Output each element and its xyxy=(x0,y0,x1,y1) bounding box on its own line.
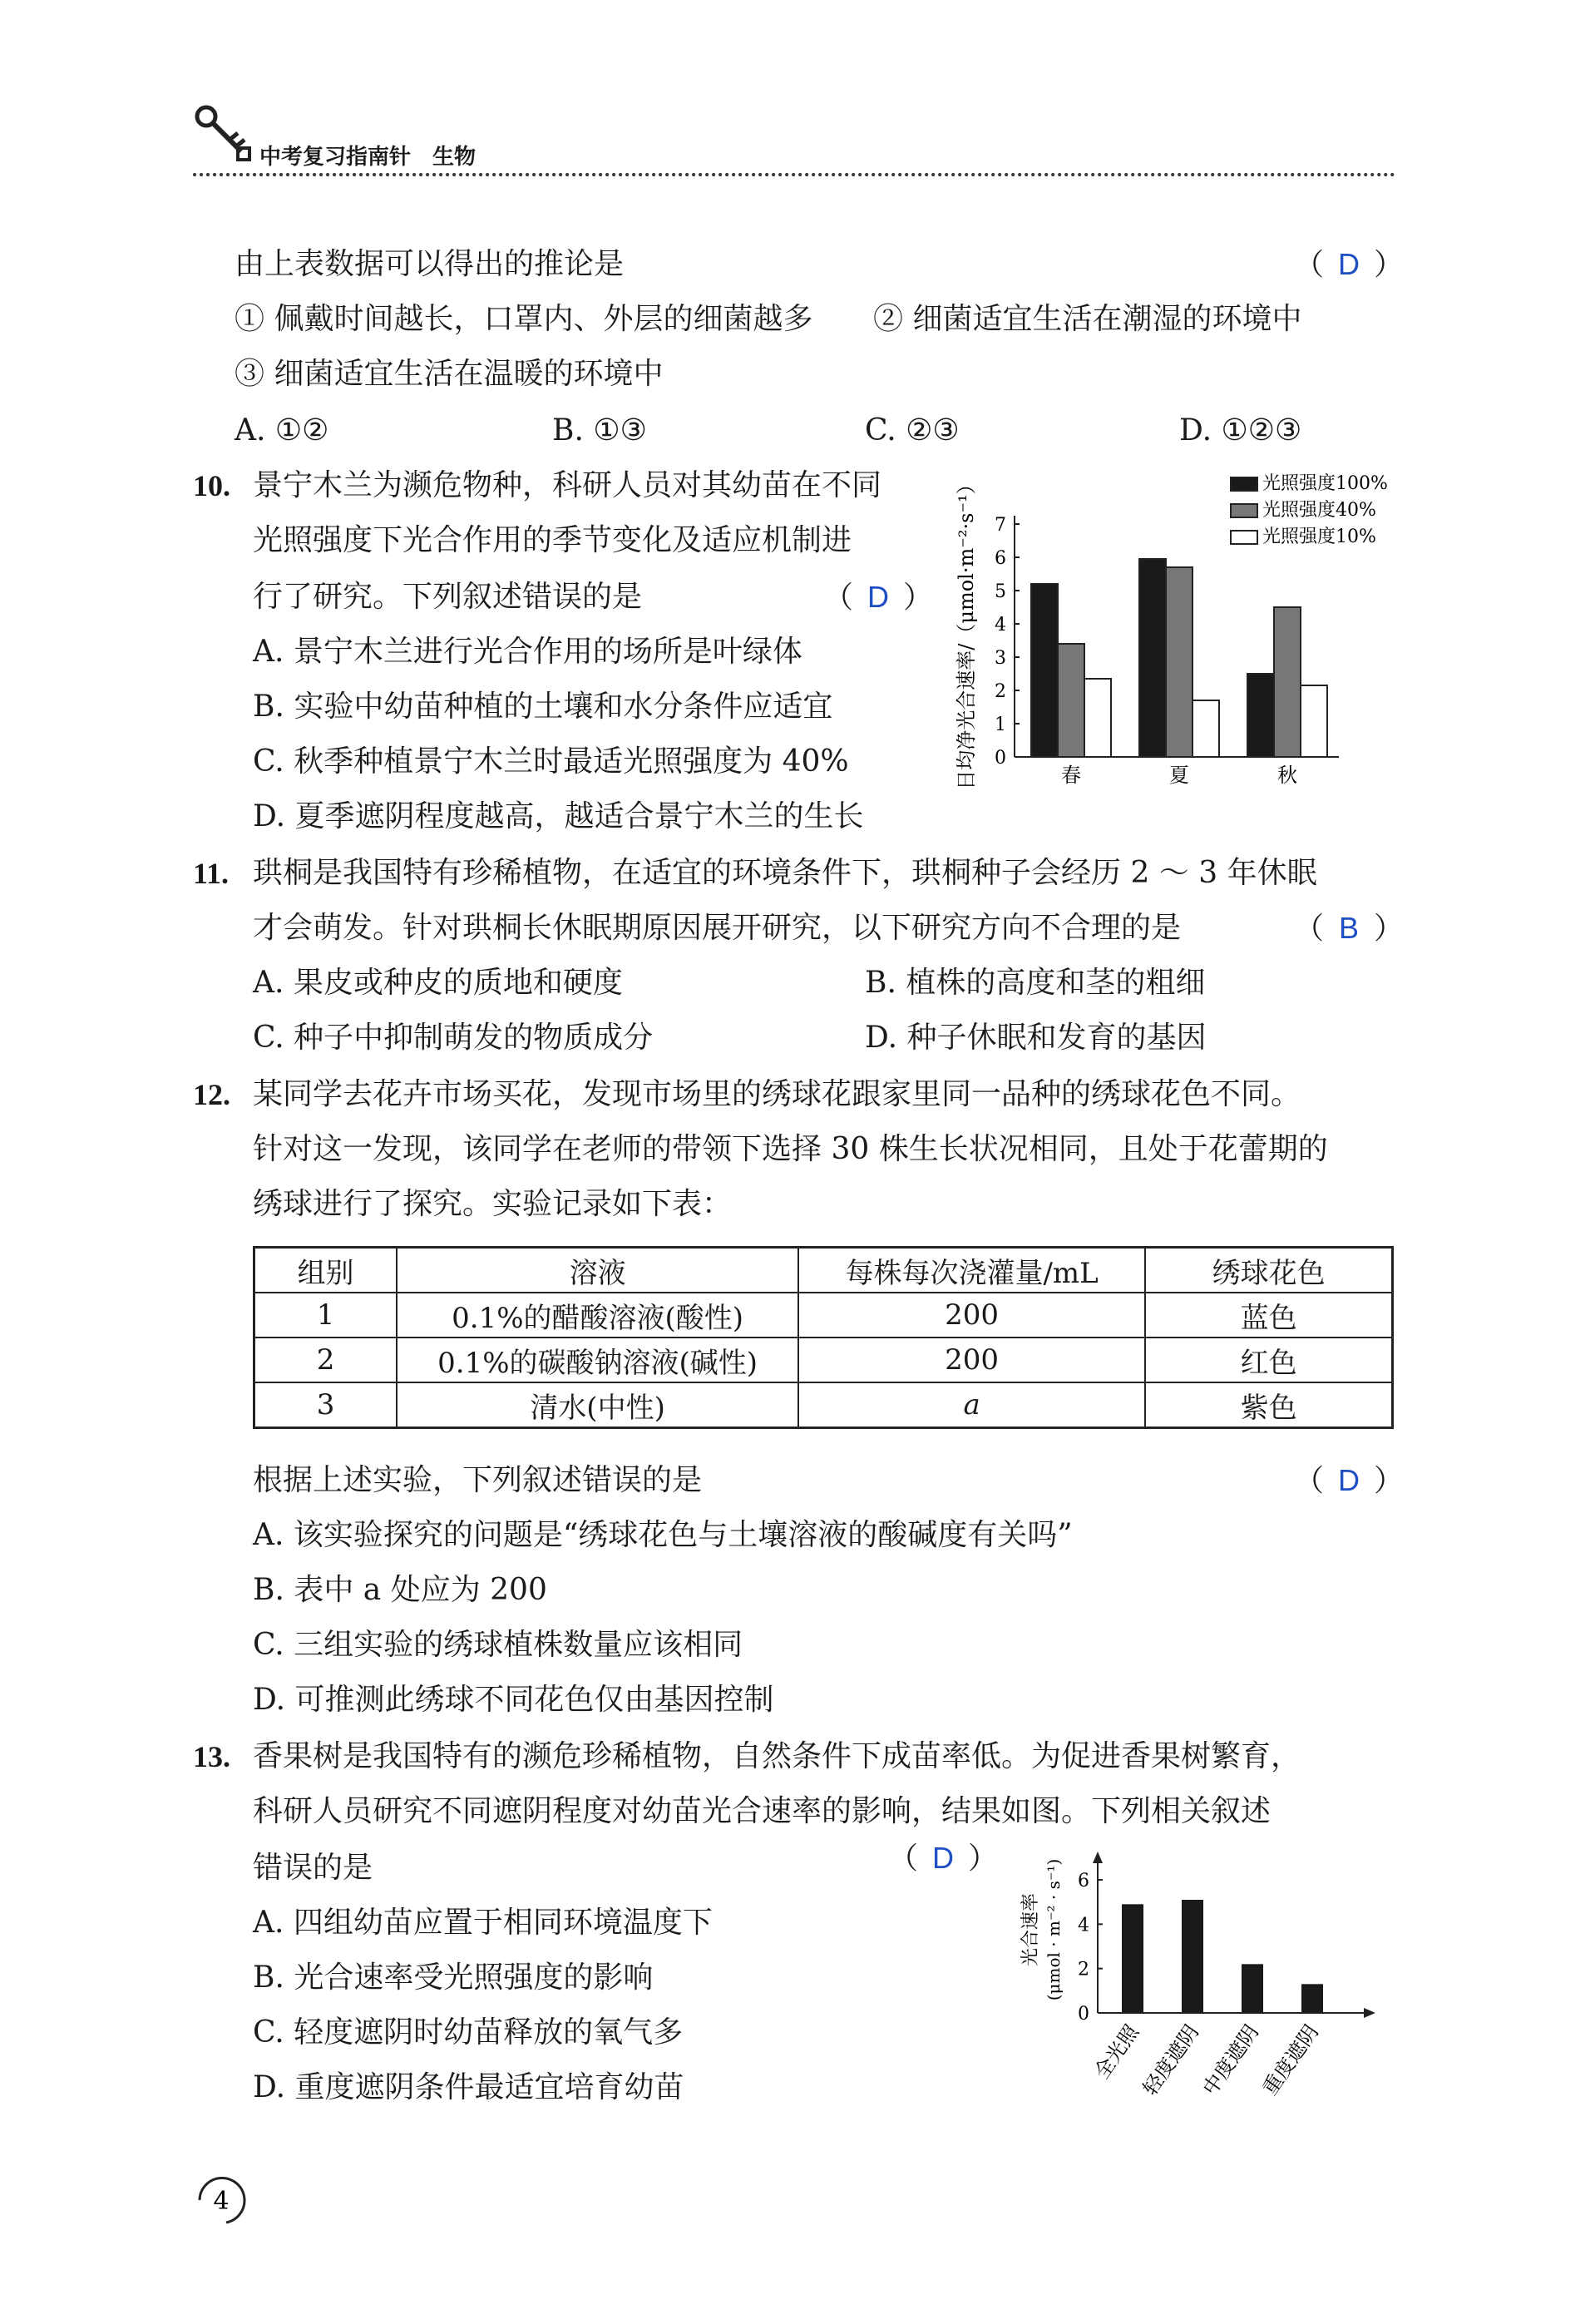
q13-option-b: B. 光合速率受光照强度的影响 xyxy=(253,1961,654,1995)
chart1-y-tick-label: 2 xyxy=(995,681,1006,702)
chart1-y-tick-label: 5 xyxy=(995,581,1006,602)
header-title: 中考复习指南针 生物 xyxy=(259,145,477,170)
chart1-y-axis-label: 日均净光合速率/（μmol·m⁻²·s⁻¹） xyxy=(955,474,978,790)
table-header-row xyxy=(254,1248,1393,1293)
q9-option-c: C. ②③ xyxy=(865,413,960,447)
chart1-bar xyxy=(1192,700,1219,757)
q13-line-2: 科研人员研究不同遮阴程度对幼苗光合速率的影响，结果如图。下列相关叙述 xyxy=(253,1794,1272,1828)
table-header-cell: 每株每次浇灌量/mL xyxy=(798,1248,1145,1293)
chart1-x-label: 夏 xyxy=(1169,764,1189,787)
q13-answer: D xyxy=(932,1841,955,1875)
table-cell: 3 xyxy=(254,1382,398,1428)
shading-photosynthesis-chart xyxy=(1015,1847,1380,2129)
chart1-y-tick-label: 3 xyxy=(995,648,1006,669)
table-header-cell: 绣球花色 xyxy=(1145,1248,1392,1293)
q12-line-2: 针对这一发现，该同学在老师的带领下选择 30 株生长状况相同，且处于花蕾期的 xyxy=(253,1132,1328,1166)
table-cell: 红色 xyxy=(1145,1338,1392,1382)
key-icon xyxy=(190,100,256,166)
q9-answer: D xyxy=(1338,247,1360,281)
chart2-x-label: 轻度遮阴 xyxy=(1138,2020,1203,2100)
chart1-bar xyxy=(1139,559,1166,757)
chart1-y-tick-label: 6 xyxy=(995,548,1006,569)
chart1-x-label: 春 xyxy=(1061,764,1081,787)
seasonal-photosynthesis-chart xyxy=(948,466,1414,799)
table-row xyxy=(254,1338,1393,1382)
chart1-bar xyxy=(1247,674,1274,757)
chart2-bar xyxy=(1301,1984,1323,2013)
q13-option-d: D. 重度遮阴条件最适宜培育幼苗 xyxy=(253,2070,684,2104)
q10-line-2: 光照强度下光合作用的季节变化及适应机制进 xyxy=(253,523,852,557)
table-cell: 200 xyxy=(798,1338,1145,1382)
q12-answer: D xyxy=(1338,1463,1360,1497)
q11-option-d: D. 种子休眠和发育的基因 xyxy=(865,1021,1207,1055)
q11-option-c: C. 种子中抑制萌发的物质成分 xyxy=(253,1021,654,1055)
table-cell: 1 xyxy=(254,1293,398,1338)
chart1-legend-swatch xyxy=(1231,477,1257,491)
chart1-y-tick-label: 1 xyxy=(995,715,1006,735)
chart1-bar xyxy=(1084,679,1111,757)
chart2-bars xyxy=(1122,1900,1323,2013)
q13-answer-bracket: （ D ） xyxy=(888,1838,998,1879)
table-cell: 200 xyxy=(798,1293,1145,1338)
q10-line-3: 行了研究。下列叙述错误的是 xyxy=(253,580,643,614)
chart2-x-label: 中度遮阴 xyxy=(1197,2020,1263,2100)
chart1-legend-swatch xyxy=(1231,504,1257,517)
chart1-legend-label: 光照强度100% xyxy=(1262,473,1388,494)
q10-answer: D xyxy=(867,580,890,614)
q12-number: 12. xyxy=(193,1078,230,1111)
q9-answer-bracket: （ D ） xyxy=(1294,245,1404,285)
table-cell: 0.1%的醋酸溶液(酸性) xyxy=(397,1293,798,1338)
table-cell: 蓝色 xyxy=(1145,1293,1392,1338)
q12-option-b: B. 表中 a 处应为 200 xyxy=(253,1573,547,1607)
q12-option-a: A. 该实验探究的问题是“绣球花色与土壤溶液的酸碱度有关吗” xyxy=(253,1518,1073,1552)
chart2-y-axis-label-line2: (μmol · m⁻² · s⁻¹) xyxy=(1044,1858,1064,2001)
q13-option-c: C. 轻度遮阴时幼苗释放的氧气多 xyxy=(253,2015,684,2050)
q11-number: 11. xyxy=(193,857,230,890)
q10-answer-bracket: （ D ） xyxy=(823,577,933,618)
experiment-table xyxy=(253,1246,1394,1429)
q11-line-1: 珙桐是我国特有珍稀植物，在适宜的环境条件下，珙桐种子会经历 2 ～ 3 年休眠 xyxy=(253,856,1317,890)
chart1-legend-label: 光照强度10% xyxy=(1262,527,1376,547)
chart1-legend-label: 光照强度40% xyxy=(1262,500,1376,521)
chart1-x-labels xyxy=(1061,764,1297,787)
chart1-bar xyxy=(1301,685,1327,757)
table-cell: 清水(中性) xyxy=(397,1382,798,1428)
q9-stem: 由上表数据可以得出的推论是 xyxy=(235,247,625,281)
chart2-bar xyxy=(1182,1900,1203,2013)
q11-option-a: A. 果皮或种皮的质地和硬度 xyxy=(253,966,623,1000)
table-header-cell: 溶液 xyxy=(397,1248,798,1293)
q11-answer: B xyxy=(1339,911,1360,945)
q13-option-a: A. 四组幼苗应置于相同环境温度下 xyxy=(253,1906,713,1940)
chart2-y-tick-label: 6 xyxy=(1078,1871,1089,1891)
q9-statement-3: ③ 细菌适宜生活在温暖的环境中 xyxy=(235,357,664,391)
table-row xyxy=(254,1293,1393,1338)
q12-option-c: C. 三组实验的绣球植株数量应该相同 xyxy=(253,1628,743,1662)
q11-line-2: 才会萌发。针对珙桐长休眠期原因展开研究，以下研究方向不合理的是 xyxy=(253,911,1182,945)
chart2-y-tick-label: 2 xyxy=(1078,1959,1089,1980)
chart1-bar xyxy=(1166,567,1192,757)
q10-option-a: A. 景宁木兰进行光合作用的场所是叶绿体 xyxy=(253,635,802,669)
chart2-bar xyxy=(1242,1964,1263,2013)
chart1-y-tick-label: 7 xyxy=(995,515,1006,536)
q13-line-3: 错误的是 xyxy=(253,1851,373,1885)
q11-option-b: B. 植株的高度和茎的粗细 xyxy=(865,966,1206,1000)
table-cell: 紫色 xyxy=(1145,1382,1392,1428)
q13-number: 13. xyxy=(193,1740,230,1773)
page-number-badge xyxy=(193,2171,251,2229)
chart1-y-tick-label: 0 xyxy=(995,748,1006,769)
q9-option-d: D. ①②③ xyxy=(1179,413,1302,447)
chart2-y-tick-label: 0 xyxy=(1078,2004,1089,2025)
q12-line-3: 绣球进行了探究。实验记录如下表： xyxy=(253,1187,733,1221)
q12-stem: 根据上述实验，下列叙述错误的是 xyxy=(253,1463,703,1497)
chart1-y-ticks xyxy=(995,515,1020,769)
chart1-legend xyxy=(1231,473,1388,547)
q9-option-a: A. ①② xyxy=(235,413,329,447)
chart2-x-label: 重度遮阴 xyxy=(1257,2020,1323,2100)
chart1-y-tick-label: 4 xyxy=(995,615,1006,635)
header-divider xyxy=(193,173,1395,176)
chart2-y-ticks xyxy=(1078,1871,1103,2025)
q10-option-d: D. 夏季遮阴程度越高，越适合景宁木兰的生长 xyxy=(253,799,864,833)
chart2-x-label: 全光照 xyxy=(1089,2020,1143,2084)
q11-answer-bracket: （ B ） xyxy=(1294,908,1404,949)
chart1-bar xyxy=(1274,607,1301,757)
chart1-bars xyxy=(1031,559,1327,757)
q9-statement-1: ① 佩戴时间越长，口罩内、外层的细菌越多 xyxy=(235,302,813,336)
chart1-bar xyxy=(1031,584,1058,757)
table-header-cell: 组别 xyxy=(254,1248,398,1293)
q10-line-1: 景宁木兰为濒危物种，科研人员对其幼苗在不同 xyxy=(253,468,882,502)
chart1-x-label: 秋 xyxy=(1277,764,1297,787)
table-row xyxy=(254,1382,1393,1428)
chart2-y-axis-label-line1: 光合速率 xyxy=(1020,1892,1041,1967)
q9-option-b: B. ①③ xyxy=(552,413,647,447)
chart2-x-arrow xyxy=(1364,2008,1375,2018)
q12-answer-bracket: （ D ） xyxy=(1294,1461,1404,1501)
chart1-legend-swatch xyxy=(1231,531,1257,544)
chart2-y-tick-label: 4 xyxy=(1078,1915,1089,1936)
q10-option-c: C. 秋季种植景宁木兰时最适光照强度为 40% xyxy=(253,744,849,779)
q12-line-1: 某同学去花卉市场买花，发现市场里的绣球花跟家里同一品种的绣球花色不同。 xyxy=(253,1077,1301,1111)
table-cell: 0.1%的碳酸钠溶液(碱性) xyxy=(397,1338,798,1382)
chart1-bar xyxy=(1058,644,1084,757)
q9-statement-2: ② 细菌适宜生活在潮湿的环境中 xyxy=(873,302,1302,336)
page-number: 4 xyxy=(213,2187,230,2216)
chart2-x-labels xyxy=(1090,2020,1323,2100)
q12-option-d: D. 可推测此绣球不同花色仅由基因控制 xyxy=(253,1683,774,1717)
chart2-bar xyxy=(1122,1904,1143,2013)
q13-line-1: 香果树是我国特有的濒危珍稀植物，自然条件下成苗率低。为促进香果树繁育， xyxy=(253,1739,1301,1773)
table-cell: 2 xyxy=(254,1338,398,1382)
q10-number: 10. xyxy=(193,469,230,502)
table-cell: a xyxy=(798,1382,1145,1428)
q10-option-b: B. 实验中幼苗种植的土壤和水分条件应适宜 xyxy=(253,690,833,724)
chart2-y-arrow xyxy=(1093,1852,1103,1863)
